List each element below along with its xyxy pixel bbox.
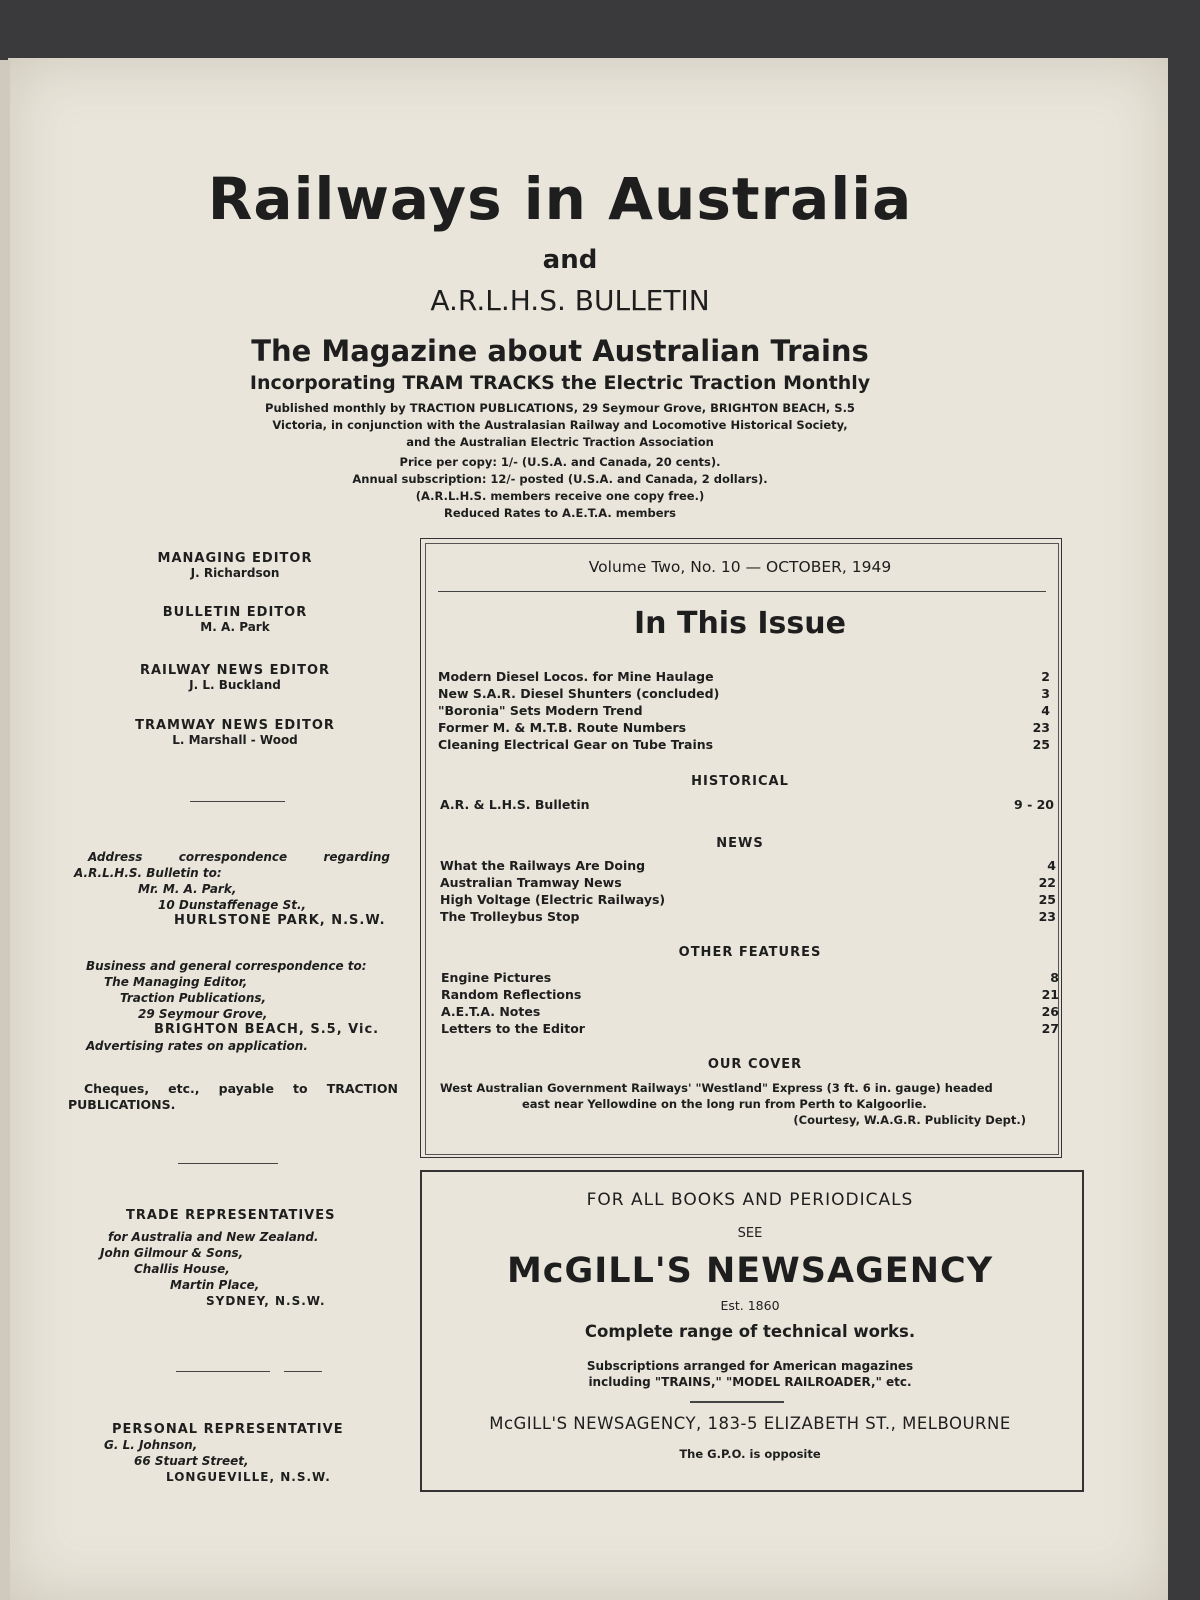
item-page: 2 [1041, 669, 1050, 684]
publisher-line: Victoria, in conjunction with the Australasian Railway and Locomotive Historical Society, [272, 418, 848, 432]
item-title: Cleaning Electrical Gear on Tube Trains [438, 737, 714, 752]
trade-line: SYDNEY, N.S.W. [206, 1294, 326, 1308]
pricing-line: Reduced Rates to A.E.T.A. members [443, 506, 677, 520]
contents-item[interactable] [438, 669, 1050, 686]
editor-name: J. Richardson [190, 566, 280, 580]
divider [690, 1401, 784, 1403]
personal-representative [104, 1422, 404, 1485]
editor-block [90, 551, 380, 580]
divider [178, 1163, 278, 1164]
editor-name: L. Marshall - Wood [172, 733, 298, 747]
item-page: 25 [1032, 737, 1050, 752]
cover-line: (Courtesy, W.A.G.R. Publicity Dept.) [793, 1113, 1026, 1127]
publisher-info [150, 400, 970, 451]
editor-block [90, 718, 380, 747]
masthead-and: and [542, 245, 598, 275]
volume-line: Volume Two, No. 10 — OCTOBER, 1949 [588, 558, 892, 576]
contents-item[interactable] [438, 703, 1050, 720]
item-page: 8 [1050, 970, 1059, 985]
ad-established: Est. 1860 [720, 1298, 780, 1313]
trade-representatives [100, 1208, 390, 1309]
ad-headline: FOR ALL BOOKS AND PERIODICALS [586, 1190, 914, 1210]
item-page: 4 [1047, 858, 1056, 873]
contents-item[interactable] [440, 797, 1054, 814]
ad-subs-line: Subscriptions arranged for American magazines [586, 1359, 914, 1373]
section-heading-cover: OUR COVER [707, 1057, 803, 1072]
ad-business-name: McGILL'S NEWSAGENCY [506, 1251, 994, 1291]
ad-see: SEE [737, 1226, 763, 1241]
incorporating-line: Incorporating TRAM TRACKS the Electric Traction Monthly [249, 372, 871, 394]
business-address [86, 958, 396, 1054]
trade-line: Martin Place, [170, 1278, 260, 1292]
ad-range: Complete range of technical works. [584, 1322, 916, 1341]
address-line: HURLSTONE PARK, N.S.W. [174, 913, 386, 928]
bulletin-address [70, 849, 390, 929]
editor-block [90, 605, 380, 634]
trade-line: for Australia and New Zealand. [108, 1230, 319, 1244]
contents-item[interactable] [441, 1004, 1059, 1021]
editor-role: MANAGING EDITOR [157, 551, 313, 566]
section-heading-news: NEWS [716, 836, 764, 851]
ad-subs-line: including "TRAINS," "MODEL RAILROADER," etc. [588, 1375, 912, 1389]
address-line: Address correspondence regarding [88, 850, 390, 864]
cheques-line: Cheques, etc., payable to TRACTION [84, 1081, 398, 1096]
ad-address: McGILL'S NEWSAGENCY, 183-5 ELIZABETH ST., MELBOURNE [489, 1414, 1011, 1433]
item-page: 4 [1041, 703, 1050, 718]
editor-name: M. A. Park [200, 620, 270, 634]
item-page: 3 [1041, 686, 1050, 701]
item-title: Engine Pictures [441, 970, 552, 985]
address-line: 29 Seymour Grove, [138, 1007, 268, 1021]
item-title: A.R. & L.H.S. Bulletin [440, 797, 590, 812]
item-title: Modern Diesel Locos. for Mine Haulage [438, 669, 714, 684]
editor-role: RAILWAY NEWS EDITOR [139, 663, 331, 678]
pricing-line: Annual subscription: 12/- posted (U.S.A. and Canada, 2 dollars). [352, 472, 768, 486]
contents-item[interactable] [441, 970, 1059, 987]
ad-subscriptions [430, 1358, 1070, 1390]
pricing-info [250, 454, 870, 522]
contents-item[interactable] [441, 987, 1059, 1004]
personal-heading: PERSONAL REPRESENTATIVE [112, 1422, 344, 1437]
item-page: 23 [1038, 909, 1056, 924]
ad-gpo: The G.P.O. is opposite [679, 1447, 821, 1461]
cover-line: West Australian Government Railways' "Westland" Express (3 ft. 6 in. gauge) headed [440, 1081, 993, 1095]
magazine-title: Railways in Australia [207, 165, 913, 233]
item-page: 23 [1032, 720, 1050, 735]
item-title: "Boronia" Sets Modern Trend [438, 703, 643, 718]
contents-item[interactable] [438, 720, 1050, 737]
contents-item[interactable] [440, 875, 1056, 892]
item-title: A.E.T.A. Notes [441, 1004, 541, 1019]
address-line: Business and general correspondence to: [86, 959, 367, 973]
item-title: Random Reflections [441, 987, 582, 1002]
address-line: BRIGHTON BEACH, S.5, Vic. [154, 1022, 380, 1037]
personal-line: 66 Stuart Street, [134, 1454, 249, 1468]
item-title: The Trolleybus Stop [440, 909, 580, 924]
item-title: New S.A.R. Diesel Shunters (concluded) [438, 686, 720, 701]
address-line: 10 Dunstaffenage St., [158, 898, 307, 912]
divider [438, 591, 1046, 592]
address-line: Traction Publications, [120, 991, 267, 1005]
contents-item[interactable] [440, 858, 1056, 875]
item-title: What the Railways Are Doing [440, 858, 646, 873]
item-title: Letters to the Editor [441, 1021, 585, 1036]
editor-name: J. L. Buckland [189, 678, 281, 692]
divider [284, 1371, 322, 1372]
pricing-line: Price per copy: 1/- (U.S.A. and Canada, 20 cents). [399, 455, 721, 469]
section-heading-other: OTHER FEATURES [678, 945, 822, 960]
publisher-line: Published monthly by TRACTION PUBLICATIONS, 29 Seymour Grove, BRIGHTON BEACH, S.5 [265, 401, 855, 415]
cheques-line: PUBLICATIONS. [68, 1097, 176, 1112]
item-title: Former M. & M.T.B. Route Numbers [438, 720, 687, 735]
contents-item[interactable] [440, 892, 1056, 909]
contents-item[interactable] [438, 686, 1050, 703]
address-line: The Managing Editor, [104, 975, 248, 989]
tagline: The Magazine about Australian Trains [251, 334, 869, 368]
cover-line: east near Yellowdine on the long run from Perth to Kalgoorlie. [522, 1097, 927, 1111]
editor-role: BULLETIN EDITOR [162, 605, 308, 620]
section-heading-historical: HISTORICAL [691, 774, 789, 789]
item-title: High Voltage (Electric Railways) [440, 892, 666, 907]
personal-line: LONGUEVILLE, N.S.W. [166, 1470, 331, 1484]
divider [190, 801, 285, 802]
item-page: 22 [1038, 875, 1056, 890]
contents-item[interactable] [441, 1021, 1059, 1038]
page-edge [0, 60, 10, 1600]
cheques-note [68, 1081, 398, 1113]
editor-block [90, 663, 380, 692]
publisher-line: and the Australian Electric Traction Association [406, 435, 714, 449]
pricing-line: (A.R.L.H.S. members receive one copy free.) [415, 489, 705, 503]
trade-line: Challis House, [134, 1262, 230, 1276]
divider [176, 1371, 270, 1372]
in-this-issue-heading: In This Issue [634, 606, 846, 641]
trade-heading: TRADE REPRESENTATIVES [126, 1208, 336, 1223]
cover-description [440, 1080, 1064, 1128]
bulletin-title: A.R.L.H.S. BULLETIN [430, 284, 710, 317]
contents-item[interactable] [440, 909, 1056, 926]
editor-role: TRAMWAY NEWS EDITOR [135, 718, 335, 733]
item-page: 21 [1041, 987, 1059, 1002]
address-line: Mr. M. A. Park, [138, 882, 237, 896]
contents-item[interactable] [438, 737, 1050, 754]
address-line: A.R.L.H.S. Bulletin to: [74, 866, 222, 880]
item-page: 26 [1041, 1004, 1059, 1019]
address-line: Advertising rates on application. [86, 1039, 308, 1053]
item-page: 27 [1041, 1021, 1059, 1036]
item-page: 9 - 20 [1014, 797, 1054, 812]
personal-line: G. L. Johnson, [104, 1438, 198, 1452]
trade-line: John Gilmour & Sons, [100, 1246, 244, 1260]
item-title: Australian Tramway News [440, 875, 622, 890]
item-page: 25 [1038, 892, 1056, 907]
